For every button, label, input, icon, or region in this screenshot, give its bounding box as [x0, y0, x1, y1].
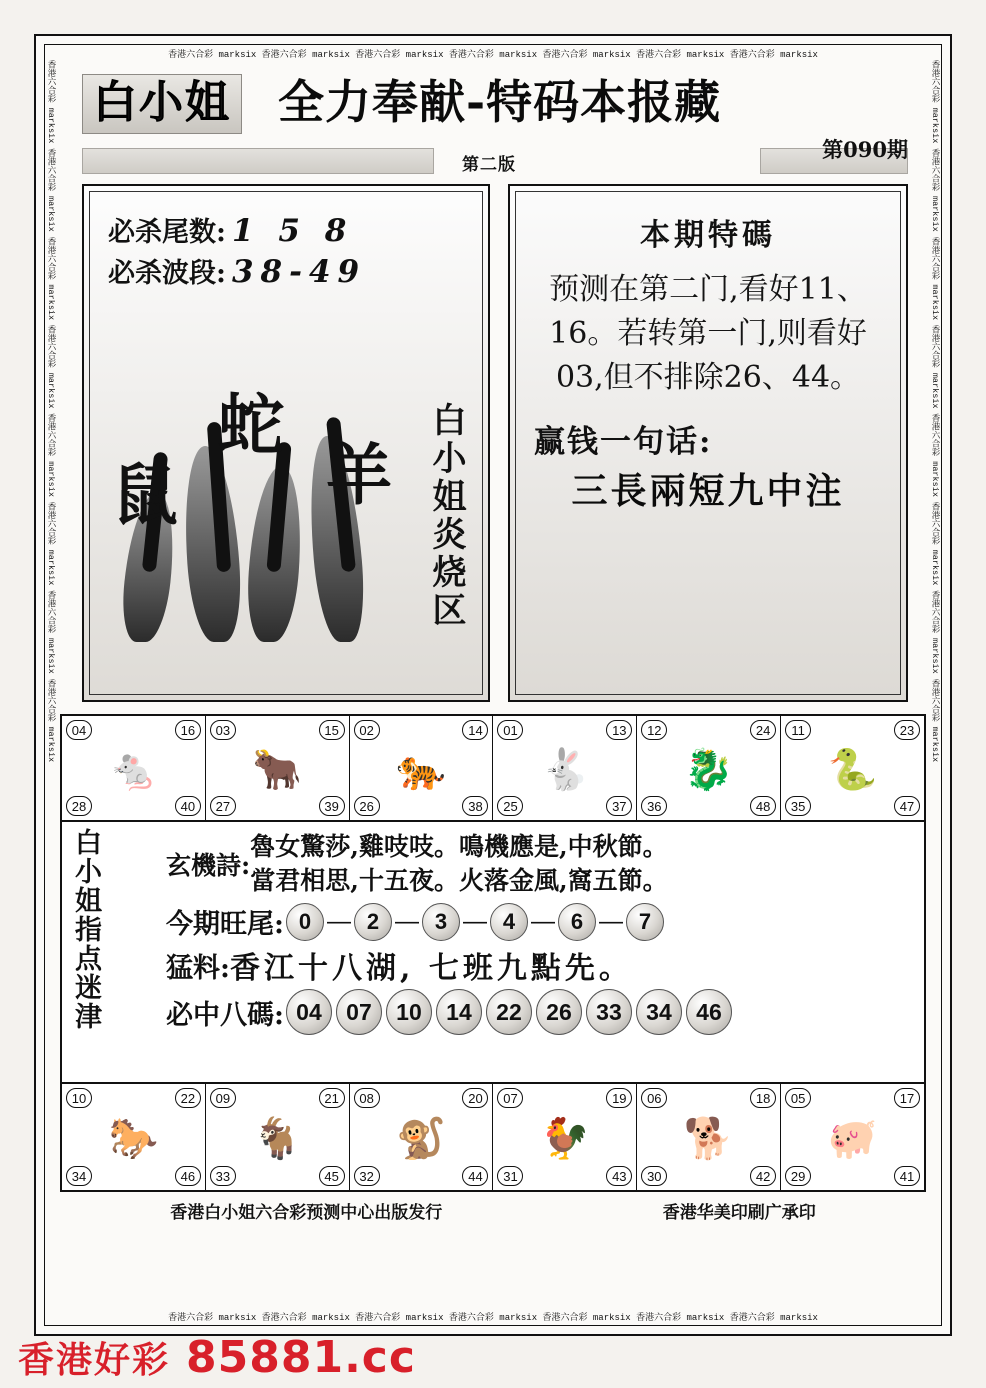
zodiac-number: 07	[497, 1088, 523, 1108]
special-code-title: 本期特碼	[640, 218, 776, 253]
zodiac-number: 28	[66, 796, 92, 816]
page-title: 全力奉献-特码本报藏	[278, 75, 722, 129]
zodiac-number: 21	[319, 1088, 345, 1108]
zodiac-cell	[637, 1084, 781, 1190]
animal-icon: 🐅	[396, 747, 446, 792]
zodiac-number: 17	[894, 1088, 920, 1108]
zodiac-flame-art	[90, 292, 482, 652]
kill-panel-inner	[89, 191, 483, 695]
zodiac-cell	[637, 716, 781, 820]
poem-block	[60, 822, 926, 1084]
xuanji-line-2: 當君相思,十五夜。火落金風,窩五節。	[250, 866, 668, 895]
zodiac-number: 22	[175, 1088, 201, 1108]
zodiac-number: 16	[175, 720, 201, 740]
footer-publisher: 香港白小姐六合彩预测中心出版发行	[170, 1203, 443, 1223]
zodiac-number: 48	[750, 796, 776, 816]
zodiac-number: 46	[175, 1166, 201, 1186]
zodiac-number: 13	[606, 720, 632, 740]
zodiac-number: 42	[750, 1166, 776, 1186]
zodiac-number: 10	[66, 1088, 92, 1108]
xuanji-row	[166, 830, 916, 898]
zodiac-number: 43	[606, 1166, 632, 1186]
ball-separator: —	[394, 907, 419, 935]
bazhong-ball: 07	[336, 989, 382, 1035]
bazhong-ball: 22	[486, 989, 532, 1035]
animal-icon: 🐎	[108, 1116, 159, 1161]
animal-icon: 🐐	[252, 1116, 303, 1161]
top-panels	[60, 184, 926, 714]
masthead-grey-bar-left	[82, 148, 434, 174]
mengliao-row	[166, 943, 916, 987]
zodiac-cell	[781, 716, 924, 820]
bazhong-ball: 34	[636, 989, 682, 1035]
zodiac-char-2: 蛇	[218, 386, 284, 464]
footer-printer: 香港华美印刷广承印	[662, 1203, 816, 1223]
zodiac-number: 08	[354, 1088, 380, 1108]
zodiac-cell	[781, 1084, 924, 1190]
kill-band-value: 38-49	[231, 254, 367, 290]
zodiac-number: 37	[606, 796, 632, 816]
bazhong-ball: 26	[536, 989, 582, 1035]
zodiac-number: 38	[462, 796, 488, 816]
wangwei-ball: 2	[354, 903, 392, 941]
zodiac-number: 35	[785, 796, 811, 816]
zodiac-number: 24	[750, 720, 776, 740]
xuanji-line-1: 魯女驚莎,雞吱吱。鳴機應是,中秋節。	[250, 832, 668, 861]
zodiac-number: 26	[354, 796, 380, 816]
watermark-banner	[0, 1326, 986, 1388]
zodiac-number: 04	[66, 720, 92, 740]
zodiac-number: 20	[462, 1088, 488, 1108]
wangwei-ball: 7	[626, 903, 664, 941]
slogan-label: 赢钱一句话:	[534, 424, 713, 460]
zodiac-number: 11	[785, 720, 811, 740]
logo-text: 白小姐	[93, 77, 231, 128]
zodiac-number: 23	[894, 720, 920, 740]
border-strip-top: 香港六合彩 marksix 香港六合彩 marksix 香港六合彩 marksix 香港六合彩 marksix 香港六合彩 marksix 香港六合彩 marksix 香港六合彩 marksix	[168, 50, 818, 60]
zodiac-cell	[206, 716, 350, 820]
zodiac-cell	[206, 1084, 350, 1190]
animal-icon: 🐍	[827, 747, 878, 792]
issue-number: 第090期	[822, 137, 908, 162]
kill-numbers	[90, 192, 482, 290]
zodiac-number: 30	[641, 1166, 667, 1186]
zodiac-number: 05	[785, 1088, 811, 1108]
kill-tail-value: 1 5 8	[231, 213, 354, 249]
content-area	[60, 68, 926, 1308]
kill-band-row	[108, 251, 482, 290]
zodiac-number: 31	[497, 1166, 523, 1186]
animal-icon: 🐓	[539, 1116, 590, 1161]
zodiac-number: 15	[319, 720, 345, 740]
bazhong-ball: 46	[686, 989, 732, 1035]
zodiac-cell	[493, 716, 637, 820]
zodiac-number: 32	[354, 1166, 380, 1186]
zodiac-char-1: 鼠	[112, 456, 178, 534]
wangwei-ball: 0	[286, 903, 324, 941]
zodiac-number: 40	[175, 796, 201, 816]
ball-separator: —	[462, 907, 487, 935]
zodiac-number: 41	[894, 1166, 920, 1186]
wangwei-ball: 4	[490, 903, 528, 941]
bazhong-label: 必中八碼:	[166, 999, 284, 1031]
slogan-text: 三長兩短九中注	[571, 470, 845, 512]
zodiac-number: 12	[641, 720, 667, 740]
animal-icon: 🐇	[539, 747, 590, 792]
zodiac-cell	[62, 1084, 206, 1190]
bazhong-ball: 14	[436, 989, 482, 1035]
zodiac-number: 25	[497, 796, 523, 816]
zodiac-char-3: 羊	[326, 436, 392, 514]
wangwei-ball: 3	[422, 903, 460, 941]
mengliao-label: 猛料:	[166, 952, 230, 984]
bazhong-ball: 33	[586, 989, 632, 1035]
zodiac-number: 29	[785, 1166, 811, 1186]
zodiac-number-strip-bottom	[60, 1084, 926, 1192]
zodiac-number: 39	[319, 796, 345, 816]
bazhong-row	[166, 989, 916, 1035]
zodiac-number: 06	[641, 1088, 667, 1108]
zodiac-number: 18	[750, 1088, 776, 1108]
border-strip-left: 香港六合彩 marksix 香港六合彩 marksix 香港六合彩 marksix 香港六合彩 marksix 香港六合彩 marksix 香港六合彩 marksix 香港六合彩 marksix 香港六合彩 marksix	[46, 60, 56, 763]
kill-tail-label: 必杀尾数:	[108, 217, 226, 248]
zodiac-number: 44	[462, 1166, 488, 1186]
zodiac-number: 09	[210, 1088, 236, 1108]
ball-separator: —	[530, 907, 555, 935]
zodiac-number: 03	[210, 720, 236, 740]
watermark-cn-text: 香港好彩	[18, 1338, 171, 1381]
ball-separator: —	[326, 907, 351, 935]
zodiac-number: 34	[66, 1166, 92, 1186]
wangwei-ball: 6	[558, 903, 596, 941]
zodiac-number: 19	[606, 1088, 632, 1108]
kill-panel	[82, 184, 490, 702]
xuanji-lines	[250, 830, 667, 898]
zodiac-cell	[350, 716, 494, 820]
wangwei-row	[166, 902, 916, 941]
zodiac-number: 01	[497, 720, 523, 740]
footer	[60, 1198, 926, 1223]
ball-separator: —	[598, 907, 623, 935]
masthead	[60, 68, 926, 180]
zodiac-number: 27	[210, 796, 236, 816]
animal-icon: 🐕	[683, 1116, 734, 1161]
animal-icon: 🐂	[252, 747, 303, 792]
bazhong-ball: 10	[386, 989, 432, 1035]
zodiac-number: 33	[210, 1166, 236, 1186]
special-code-panel	[508, 184, 908, 702]
animal-icon: 🐖	[827, 1116, 878, 1161]
poem-rows	[166, 830, 916, 1035]
kill-band-label: 必杀波段:	[108, 258, 226, 289]
special-code-body: 预测在第二门,看好11、16。若转第一门,则看好03,但不排除26、44。	[549, 272, 867, 395]
xuanji-label: 玄機詩:	[166, 851, 251, 880]
mengliao-text: 香江十八湖, 七班九點先。	[229, 951, 633, 986]
wangwei-balls	[284, 903, 666, 941]
bazhong-balls	[284, 989, 734, 1035]
hot-zone-vertical-label: 白小姐炎烧区	[426, 402, 466, 630]
border-strip-bottom: 香港六合彩 marksix 香港六合彩 marksix 香港六合彩 marksix 香港六合彩 marksix 香港六合彩 marksix 香港六合彩 marksix 香港六合彩 marksix	[168, 1313, 818, 1323]
zodiac-number: 14	[462, 720, 488, 740]
border-strip-right: 香港六合彩 marksix 香港六合彩 marksix 香港六合彩 marksix 香港六合彩 marksix 香港六合彩 marksix 香港六合彩 marksix 香港六合彩 marksix 香港六合彩 marksix	[930, 60, 940, 763]
logo-box	[82, 74, 242, 134]
animal-icon: 🐒	[396, 1116, 446, 1161]
zodiac-number: 36	[641, 796, 667, 816]
wangwei-label: 今期旺尾:	[166, 909, 284, 940]
zodiac-number: 45	[319, 1166, 345, 1186]
special-code-panel-inner	[515, 191, 901, 695]
zodiac-cell	[493, 1084, 637, 1190]
zodiac-cell	[350, 1084, 494, 1190]
zodiac-number: 02	[354, 720, 380, 740]
zodiac-number-strip-top	[60, 714, 926, 822]
watermark-url: 85881.cc	[186, 1331, 416, 1383]
zodiac-cell	[62, 716, 206, 820]
animal-icon: 🐉	[683, 747, 734, 792]
animal-icon: 🐁	[108, 747, 159, 792]
bazhong-ball: 04	[286, 989, 332, 1035]
edition-label: 第二版	[462, 155, 516, 175]
zodiac-number: 47	[894, 796, 920, 816]
side-vertical-label: 白小姐指点迷津	[70, 828, 101, 1031]
kill-tail-row	[108, 210, 482, 249]
